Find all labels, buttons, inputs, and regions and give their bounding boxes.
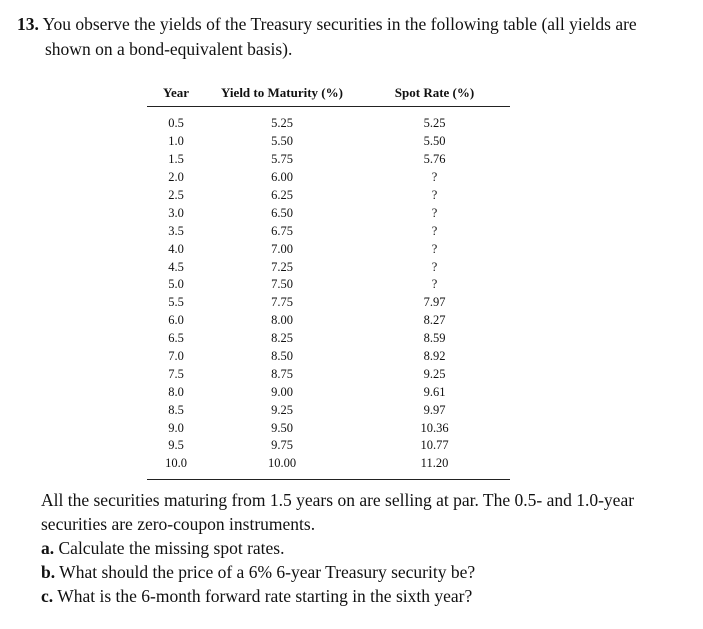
cell-year: 6.5 [168,331,184,346]
cell-spot-rate: 9.61 [423,384,446,399]
cell-year: 5.0 [168,277,184,292]
cell-yield-to-maturity: 9.25 [271,402,293,417]
question-number: 13. [17,14,39,34]
part-b-text: What should the price of a 6% 6-year Treasury security be? [59,562,476,582]
header-yield-to-maturity: Yield to Maturity (%) [205,80,359,107]
table-row [147,107,510,133]
part-c [41,584,681,608]
cell-spot-rate: ? [431,170,438,185]
table-row [147,133,510,151]
table-row [147,330,510,348]
cell-year: 9.5 [168,438,184,453]
cell-spot-rate: 5.50 [423,134,446,149]
yield-table [147,80,510,480]
cell-spot-rate: ? [431,241,438,256]
part-c-letter: c. [41,586,54,606]
cell-yield-to-maturity: 9.00 [271,384,293,399]
cell-year: 5.5 [168,295,184,310]
question-text-line-2: shown on a bond-equivalent basis). [45,39,293,59]
cell-yield-to-maturity: 5.25 [271,116,293,131]
cell-yield-to-maturity: 7.75 [271,295,293,310]
part-a-letter: a. [41,538,55,558]
cell-yield-to-maturity: 6.25 [271,188,293,202]
table-body [147,107,510,480]
cell-yield-to-maturity: 9.50 [271,420,293,435]
table-row [147,312,510,330]
table-row [147,258,510,276]
part-a [41,536,681,560]
cell-spot-rate: 5.76 [423,152,446,167]
cell-yield-to-maturity: 8.75 [271,366,293,381]
cell-year: 8.0 [168,384,184,399]
cell-year: 1.5 [168,152,184,167]
cell-spot-rate: ? [431,223,438,238]
part-b-letter: b. [41,562,56,582]
cell-yield-to-maturity: 8.50 [271,349,293,364]
cell-yield-to-maturity: 10.00 [205,455,359,479]
table-row [147,240,510,258]
table-row [147,437,510,455]
table-row [147,169,510,187]
table-row [147,276,510,294]
cell-year: 7.5 [168,366,184,381]
question-text-line-1: You observe the yields of the Treasury securities in the following table (all yields are [42,14,637,34]
cell-spot-rate: ? [431,259,438,274]
part-b [41,560,681,584]
cell-yield-to-maturity: 7.00 [271,241,293,256]
table-row [147,455,510,479]
cell-spot-rate: 9.25 [423,366,446,381]
cell-spot-rate: 7.97 [423,295,446,310]
table-row [147,204,510,222]
cell-spot-rate: 5.25 [423,116,446,131]
cell-spot-rate: ? [431,277,438,292]
cell-yield-to-maturity: 5.50 [271,134,293,149]
cell-spot-rate: 9.97 [423,402,446,417]
table-row [147,151,510,169]
cell-year: 7.0 [168,349,184,364]
cell-spot-rate: 8.27 [423,313,446,328]
cell-year: 0.5 [168,116,184,131]
cell-spot-rate: ? [431,188,438,202]
table-row [147,419,510,437]
cell-year: 3.0 [168,205,184,220]
cell-yield-to-maturity: 8.25 [271,331,293,346]
notes-line-2: securities are zero-coupon instruments. [41,514,316,534]
part-c-text: What is the 6-month forward rate starting in the sixth year? [57,586,473,606]
cell-year: 8.5 [168,402,184,417]
cell-spot-rate: 8.59 [423,331,446,346]
part-a-text: Calculate the missing spot rates. [58,538,285,558]
cell-year: 1.0 [168,134,184,149]
table-row [147,383,510,401]
cell-year: 4.5 [168,259,184,274]
table-row [147,401,510,419]
cell-yield-to-maturity: 6.00 [271,170,293,185]
table-row [147,348,510,366]
question-stem [17,12,677,62]
cell-spot-rate: 11.20 [359,455,510,479]
table-row [147,222,510,240]
cell-yield-to-maturity: 6.50 [271,205,293,220]
cell-year: 2.5 [168,188,184,202]
cell-spot-rate: 8.92 [423,349,446,364]
cell-yield-to-maturity: 7.50 [271,277,293,292]
table-header-row [147,80,510,107]
header-year: Year [147,80,205,107]
notes-line-1: All the securities maturing from 1.5 years on are selling at par. The 0.5- and 1.0-year [41,490,635,510]
cell-spot-rate: ? [431,205,438,220]
header-spot-rate: Spot Rate (%) [359,80,510,107]
cell-year: 6.0 [168,313,184,328]
cell-yield-to-maturity: 6.75 [271,223,293,238]
table-row [147,187,510,205]
yield-table-container [147,80,510,480]
cell-spot-rate: 10.77 [420,438,449,453]
cell-year: 4.0 [168,241,184,256]
problem-notes [41,488,681,608]
cell-spot-rate: 10.36 [420,420,449,435]
cell-year: 2.0 [168,170,184,185]
cell-year: 10.0 [147,455,205,479]
cell-yield-to-maturity: 7.25 [271,259,293,274]
cell-year: 9.0 [168,420,184,435]
cell-year: 3.5 [168,223,184,238]
cell-yield-to-maturity: 5.75 [271,152,293,167]
table-row [147,294,510,312]
cell-yield-to-maturity: 9.75 [271,438,293,453]
table-row [147,365,510,383]
cell-yield-to-maturity: 8.00 [271,313,293,328]
